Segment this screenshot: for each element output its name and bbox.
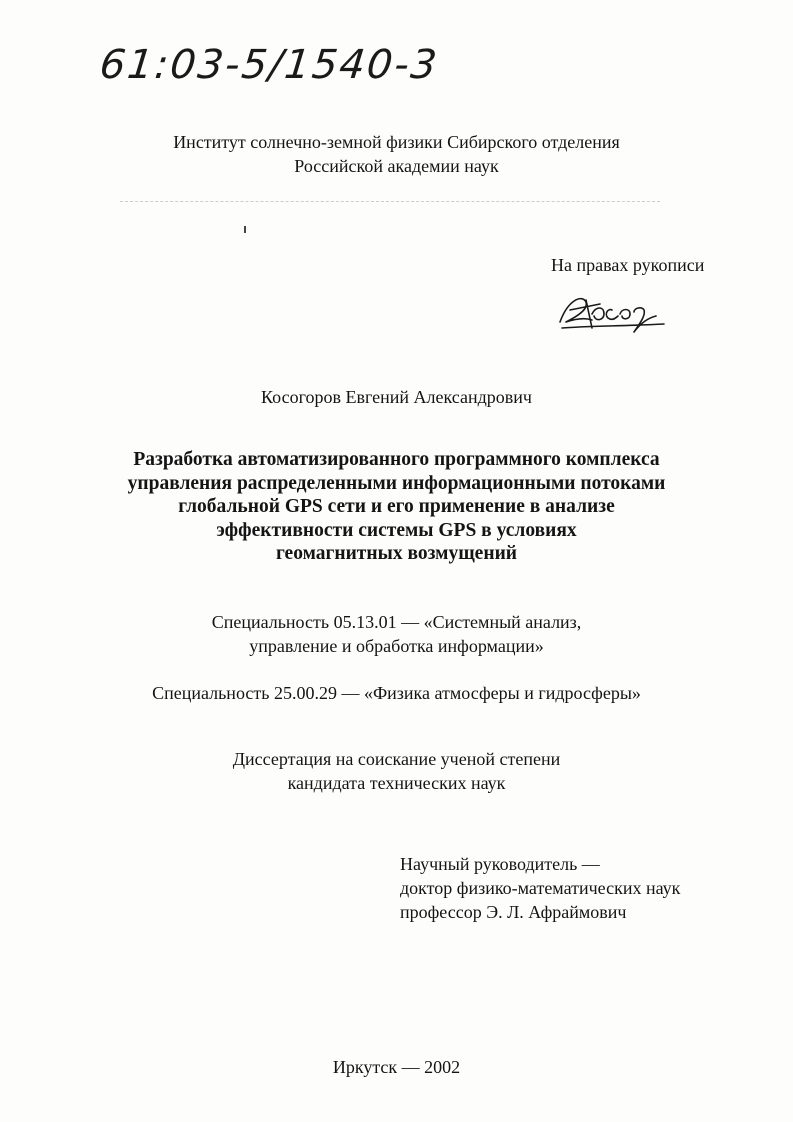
institute-name	[0, 130, 793, 178]
title-line-3: глобальной GPS сети и его применение в анализе	[178, 496, 615, 517]
city-year: Иркутск — 2002	[332, 1057, 461, 1077]
title-line-2: управления распределенными информационными потоками	[127, 472, 666, 494]
manuscript-rights-label	[551, 253, 704, 277]
specialty-1	[0, 610, 793, 658]
degree-statement	[0, 747, 793, 795]
supervisor-line-2: доктор физико-математических наук	[400, 878, 681, 898]
handwritten-signature	[556, 288, 676, 338]
manuscript-rights-text: На правах рукописи	[551, 255, 705, 275]
specialty-1-line-2: управление и обработка информации»	[249, 636, 544, 656]
author-name: Косогоров Евгений Александрович	[261, 387, 532, 407]
supervisor-line-3: профессор Э. Л. Афраймович	[400, 902, 627, 922]
specialty-2: Специальность 25.00.29 — «Физика атмосферы и гидросферы»	[152, 683, 641, 703]
title-line-4: эффективности системы GPS в условиях	[216, 519, 577, 541]
supervisor-line-1: Научный руководитель —	[400, 854, 600, 874]
institute-line-2: Российской академии наук	[294, 156, 499, 176]
dissertation-title	[0, 448, 793, 566]
supervisor-block	[400, 852, 680, 924]
institute-line-1: Институт солнечно-земной физики Сибирского отделения	[173, 132, 620, 152]
degree-line-2: кандидата технических наук	[287, 773, 506, 793]
scan-speck	[244, 226, 246, 233]
faint-separator-line	[120, 201, 660, 202]
specialty-1-line-1: Специальность 05.13.01 — «Системный анализ,	[211, 612, 582, 632]
handwritten-catalog-code: 61:03-5/1540-3	[97, 42, 441, 88]
title-line-1: Разработка автоматизированного программного комплекса	[133, 449, 660, 470]
degree-line-1: Диссертация на соискание ученой степени	[232, 749, 561, 769]
title-line-5: геомагнитных возмущений	[275, 543, 518, 564]
